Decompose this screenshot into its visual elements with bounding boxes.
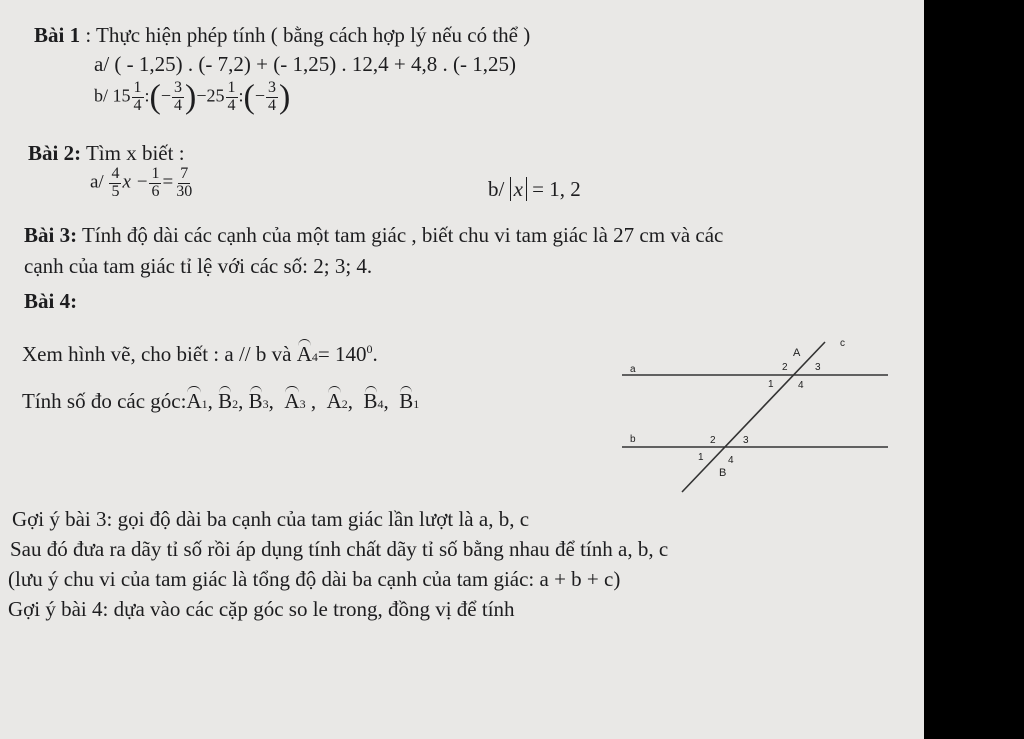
bai4-title: Bài 4: [24, 289, 78, 313]
angle-B4-label: 4 [728, 455, 734, 466]
fraction: $\frac{7}{30}$ [176, 165, 193, 200]
bai1-b-mid: −25 [196, 85, 225, 106]
label-c: c [840, 338, 845, 349]
hint-line1: Gợi ý bài 3: gọi độ dài ba cạnh của tam giác lần lượt là a, b, c [12, 507, 530, 531]
bai2-instruction: Tìm x biết : [85, 141, 185, 165]
hint-line4: Gợi ý bài 4: dựa vào các cặp góc so le trong, đồng vị để tính [8, 597, 515, 621]
label-a: a [630, 364, 636, 375]
bai2-part-a: a/ $\frac{4}{5}$ x − $\frac{1}{6}$ = $\frac{7}{30}$ [90, 165, 193, 200]
bai4-ask: Tính số đo các góc:A1, B2, B3, A3 , A2, B4, B1 [22, 389, 420, 413]
angle-B3-label: 3 [743, 435, 749, 446]
angle-B1-label: 1 [698, 452, 704, 463]
bai2-title: Bài 2: [28, 141, 82, 165]
fraction: $\frac{1}{4}$ [133, 79, 142, 114]
bai2-part-b: b/ x = 1, 2 [488, 177, 581, 201]
line-c [682, 342, 825, 492]
fraction: $\frac{1}{6}$ [151, 165, 160, 200]
bai1-title: Bài 1 [34, 23, 81, 47]
bai3-line2: cạnh của tam giác tỉ lệ với các số: 2; 3; 4. [24, 254, 373, 278]
bai1-instruction: : Thực hiện phép tính ( bằng cách hợp lý nếu có thể ) [85, 23, 531, 47]
bai3-line1: Bài 3: Tính độ dài các cạnh của một tam giác , biết chu vi tam giác là 27 cm và các [24, 223, 724, 247]
angle-A1-label: 1 [768, 379, 774, 390]
point-B-label: B [719, 467, 727, 479]
hint-line2: Sau đó đưa ra dãy tỉ số rồi áp dụng tính chất dãy tỉ số bằng nhau để tính a, b, c [10, 537, 669, 561]
fraction: $\frac{4}{5}$ [111, 165, 120, 200]
fraction: $\frac{3}{4}$ [174, 79, 183, 114]
bai3-title: Bài 3: [24, 223, 78, 247]
angle-A2-label: 2 [782, 362, 788, 373]
bai1-heading [34, 24, 530, 47]
fraction: $\frac{1}{4}$ [227, 79, 236, 114]
bai1-part-a: a/ ( - 1,25) . (- 7,2) + (- 1,25) . 12,4 + 4,8 . (- 1,25) [94, 52, 517, 76]
point-A-label: A [793, 347, 801, 359]
bai1-b-prefix: b/ 15 [94, 85, 131, 106]
label-b: b [630, 434, 636, 445]
parallel-lines-figure [610, 330, 900, 500]
bai1-part-b: b/ 15 $\frac{1}{4}$ :(− $\frac{3}{4}$ )−25 $\frac{1}{4}$ :(− $\frac{3}{4}$ ) [94, 78, 291, 116]
bai2-heading [28, 142, 185, 165]
black-edge [924, 0, 1024, 739]
angle-A3-label: 3 [815, 362, 821, 373]
bai4-given: Xem hình vẽ, cho biết : a // b và $A4= 140^0$. [22, 342, 378, 366]
angle-A4-label: 4 [798, 380, 804, 391]
fraction: $\frac{3}{4}$ [268, 79, 276, 114]
hint-line3: (lưu ý chu vi của tam giác là tổng độ dài ba cạnh của tam giác: a + b + c) [8, 567, 621, 591]
angle-B2-label: 2 [710, 435, 716, 446]
